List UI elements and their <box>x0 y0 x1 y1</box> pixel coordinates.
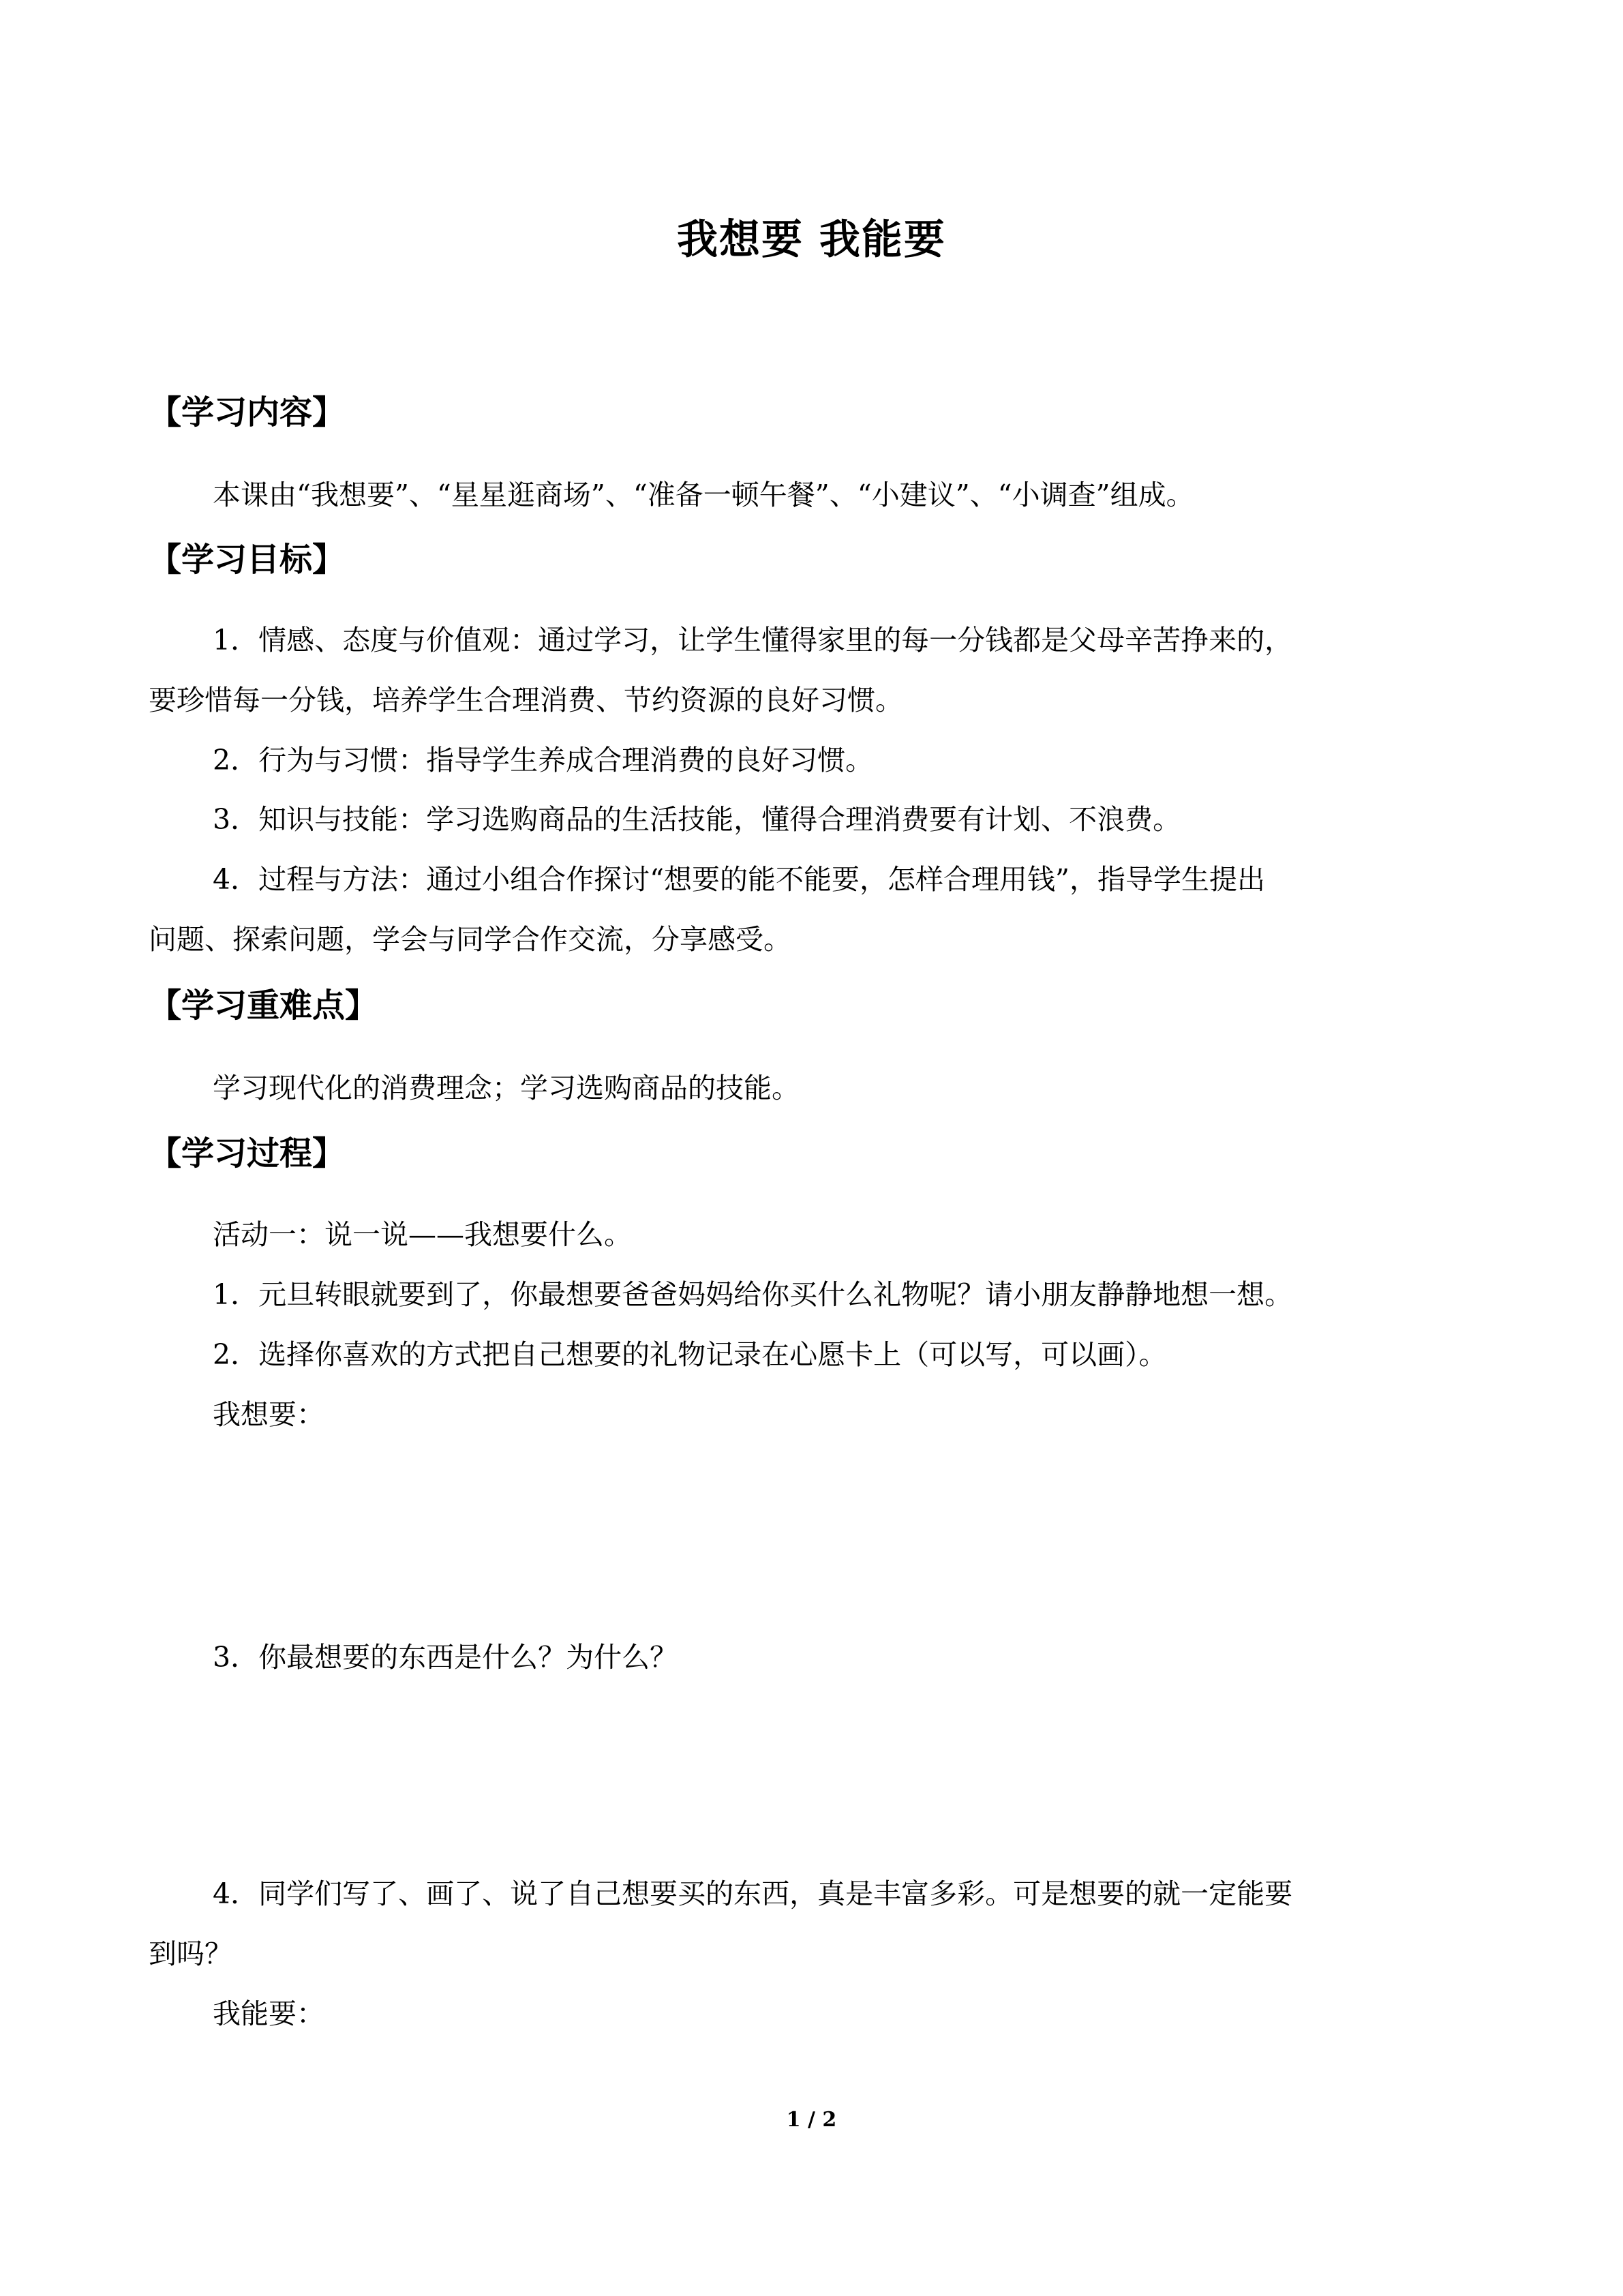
goal-item-4-line-2: 问题、探索问题，学会与同学合作交流，分享感受。 <box>149 923 791 956</box>
page-number: 1 / 2 <box>786 2108 837 2132</box>
want-label: 我想要： <box>213 1398 324 1431</box>
content-text: 本课由“我想要”、“星星逛商场”、“准备一顿午餐”、“小建议”、“小调查”组成。 <box>213 479 1194 511</box>
process-step-4-line-1: 4．同学们写了、画了、说了自己想要买的东西，真是丰富多彩。可是想要的就一定能要 <box>213 1877 1293 1910</box>
goal-item-4-line-1: 4．过程与方法：通过小组合作探讨“想要的能不能要，怎样合理用钱”，指导学生提出 <box>213 863 1266 896</box>
heading-key-points: 【学习重难点】 <box>149 986 378 1025</box>
page-title: 我想要 我能要 <box>677 216 946 264</box>
process-step-1: 1．元旦转眼就要到了，你最想要爸爸妈妈给你买什么礼物呢？请小朋友静静地想一想。 <box>213 1278 1293 1311</box>
process-step-3: 3．你最想要的东西是什么？为什么？ <box>213 1641 678 1674</box>
goal-item-3: 3．知识与技能：学习选购商品的生活技能，懂得合理消费要有计划、不浪费。 <box>213 803 1181 836</box>
heading-learning-process: 【学习过程】 <box>149 1134 346 1173</box>
goal-item-1-line-2: 要珍惜每一分钱，培养学生合理消费、节约资源的良好习惯。 <box>149 684 903 716</box>
can-label: 我能要： <box>213 1997 324 2030</box>
heading-learning-goals: 【学习目标】 <box>149 541 346 579</box>
process-step-2: 2．选择你喜欢的方式把自己想要的礼物记录在心愿卡上（可以写，可以画）。 <box>213 1338 1167 1371</box>
process-step-4-line-2: 到吗？ <box>149 1937 232 1970</box>
key-points-text: 学习现代化的消费理念；学习选购商品的技能。 <box>213 1072 800 1104</box>
goal-item-2: 2．行为与习惯：指导学生养成合理消费的良好习惯。 <box>213 744 874 776</box>
activity-1: 活动一：说一说——我想要什么。 <box>213 1218 632 1251</box>
goal-item-1-line-1: 1．情感、态度与价值观：通过学习，让学生懂得家里的每一分钱都是父母辛苦挣来的， <box>213 624 1293 656</box>
heading-learning-content: 【学习内容】 <box>149 393 346 432</box>
